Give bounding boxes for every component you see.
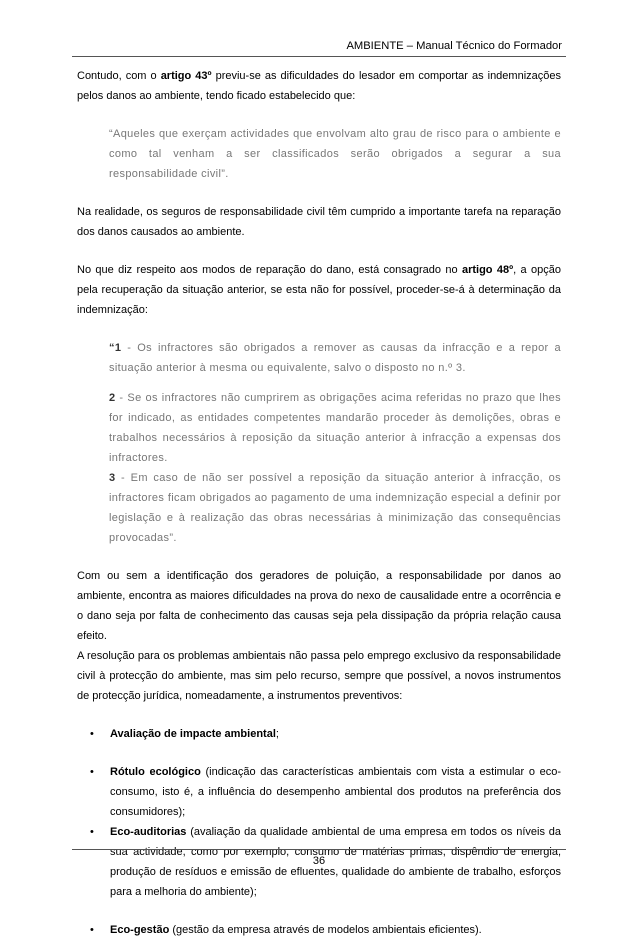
footer-rule [72,849,566,850]
list-item [77,920,561,940]
bullet-icon: • [90,728,94,740]
item-number: 3 [109,472,116,484]
text-run: - Em caso de não ser possível a reposição da situação anterior à infracção, os infractores ficam obrigados ao pagamento de uma indemnização especial a definir por legislação e à realização das obras necessárias à minimização das consequências provocadas”. [109,472,561,544]
quote-item-1 [109,338,561,378]
instruments-list [77,724,561,940]
paragraph-causalidade: Com ou sem a identificação dos geradores de poluição, a responsabilidade por danos ao ambiente, encontra as maiores dificuldades na prova do nexo de causalidade entre a ocorrência e o dano seja por falta de conhecimento das causas seja pela dissipação da própria relação causa efeito. [77,570,561,642]
paragraph-seguros: Na realidade, os seguros de responsabilidade civil têm cumprido a importante tarefa na reparação dos danos causados ao ambiente. [77,206,561,238]
quote-item-2 [109,388,561,468]
text-run: Contudo, com o [77,70,161,82]
item-number: 2 [109,392,116,404]
bold-term: artigo 48º [461,264,514,276]
text-run: , a opção pela recuperação da situação anterior, se esta não for possível, proceder-se-á à determinação da indemnização: [77,264,561,316]
list-item [77,762,561,822]
text-run: - Os infractores são obrigados a remover as causas da infracção e a repor a situação anterior à mesma ou equivalente, salvo o disposto no n.º 3. [109,342,561,374]
header-rule [72,56,566,57]
bold-term: artigo 43º [160,70,212,82]
bold-term: Eco-auditorias [110,826,187,838]
text-run: No que diz respeito aos modos de reparação do dano, está consagrado no [77,264,462,276]
bold-term: Eco-gestão [110,924,170,936]
text-run: ; [275,728,279,740]
bullet-icon: • [90,924,94,936]
paragraph-artigo-48 [77,260,561,320]
bold-term: Rótulo ecológico [110,766,201,778]
bold-term: Avaliação de impacte ambiental [110,728,276,740]
text-run: (indicação das características ambientais com vista a estimular o eco-consumo, isto é, a influência do desempenho ambiental dos produtos na preferência dos consumidores); [110,766,561,818]
list-item [77,724,561,744]
running-header: AMBIENTE – Manual Técnico do Formador [346,40,562,52]
bullet-icon: • [90,766,94,778]
text-run: - Se os infractores não cumprirem as obrigações acima referidas no prazo que lhes for indicado, as entidades competentes mandarão proceder às demolições, obras e trabalhos necessários à reposição da situação anterior à infracção a expensas dos infractores. [109,392,561,464]
paragraph-instrumentos: A resolução para os problemas ambientais não passa pelo emprego exclusivo da responsabilidade civil à protecção do ambiente, mas sim pelo recurso, sempre que possível, a novos instrumentos de protecção jurídica, nomeadamente, a instrumentos preventivos: [77,650,561,702]
quote-seguro: “Aqueles que exerçam actividades que envolvam alto grau de risco para o ambiente e como tal venham a ser classificados serão obrigados a segurar a sua responsabilidade civil”. [109,128,561,180]
text-run: previu-se as dificuldades do lesador em comportar as indemnizações pelos danos ao ambiente, tendo ficado estabelecido que: [77,70,561,102]
text-run: (gestão da empresa através de modelos ambientais eficientes). [169,924,482,936]
bullet-icon: • [90,826,94,838]
item-number: “1 [109,342,122,354]
body-text [77,66,561,940]
paragraph-artigo-43 [77,66,561,106]
quote-item-3 [109,468,561,548]
text-run: (avaliação da qualidade ambiental de uma empresa em todos os níveis da sua actividade, como por exemplo, consumo de matérias primas, dispêndio de energia, produção de resíduos e emissão de efluentes, qualidade do ambiente de trabalho, esforços para a melhoria do ambiente); [110,826,561,898]
page-number: 36 [312,855,326,867]
